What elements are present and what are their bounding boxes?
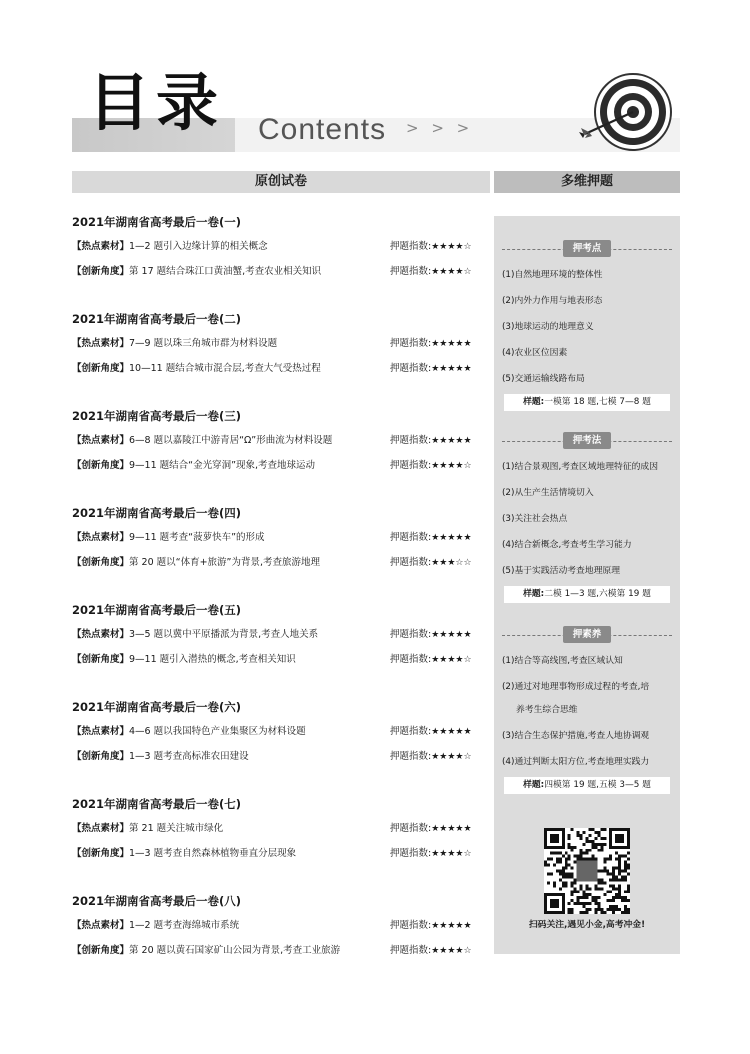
line-text: 7—9 题以珠三角城市群为材料设题 [129, 338, 278, 349]
prediction-index [390, 453, 492, 478]
line-text: 6—8 题以嘉陵江中游青居“Ω”形曲流为材料设题 [129, 435, 333, 446]
line-text: 4—6 题以我国特色产业集聚区为材料设题 [129, 726, 306, 737]
prediction-index [390, 647, 492, 672]
line-tag: 【热点素材】 [72, 726, 130, 737]
index-label: 押题指数: [390, 629, 432, 640]
index-label: 押题指数: [390, 532, 432, 543]
volume-line [72, 913, 492, 938]
section-item: (1)自然地理环境的整体性 [502, 270, 603, 280]
star-rating: ★★★★☆ [431, 242, 472, 252]
line-text: 第 21 题关注城市绿化 [129, 823, 224, 834]
prediction-index [390, 550, 492, 575]
volume-title: 2021年湖南省高考最后一卷(八) [72, 894, 242, 908]
volume-line [72, 816, 492, 841]
line-description [72, 719, 390, 744]
line-text: 9—11 题结合“金光穿洞”现象,考查地球运动 [129, 460, 316, 471]
line-description [72, 744, 390, 769]
index-label: 押题指数: [390, 266, 432, 277]
prediction-index [390, 913, 492, 938]
prediction-index [390, 259, 492, 284]
line-tag: 【热点素材】 [72, 823, 130, 834]
line-tag: 【创新角度】 [72, 848, 130, 859]
volume-line [72, 234, 492, 259]
section-item: (5)交通运输线路布局 [502, 374, 585, 384]
volume-title: 2021年湖南省高考最后一卷(七) [72, 797, 242, 811]
section-item: (5)基于实践活动考查地理原理 [502, 566, 621, 576]
index-label: 押题指数: [390, 460, 432, 471]
section-literacy [494, 626, 680, 794]
prediction-index [390, 525, 492, 550]
index-label: 押题指数: [390, 557, 432, 568]
sample-label: 样题: [523, 589, 545, 599]
index-label: 押题指数: [390, 241, 432, 252]
line-text: 3—5 题以冀中平原播派为背景,考查人地关系 [129, 629, 319, 640]
line-tag: 【热点素材】 [72, 920, 130, 931]
star-rating: ★★★★★ [431, 824, 472, 834]
volume-title: 2021年湖南省高考最后一卷(三) [72, 409, 242, 423]
line-description [72, 913, 390, 938]
index-label: 押题指数: [390, 363, 432, 374]
sample-questions [504, 777, 670, 794]
section-item: (3)关注社会热点 [502, 514, 568, 524]
index-label: 押题指数: [390, 920, 432, 931]
sample-text: 四模第 19 题,五模 3—5 题 [544, 780, 651, 790]
prediction-index [390, 234, 492, 259]
volume-list [72, 210, 492, 986]
line-text: 1—2 题引入边缘计算的相关概念 [129, 241, 268, 252]
line-description [72, 647, 390, 672]
section-head [494, 626, 680, 644]
volume-entry [72, 889, 492, 986]
section-label: 押考法 [563, 432, 611, 449]
volume-line [72, 356, 492, 381]
sample-text: 一模第 18 题,七模 7—8 题 [544, 397, 651, 407]
line-tag: 【热点素材】 [72, 435, 130, 446]
volume-line [72, 428, 492, 453]
line-tag: 【热点素材】 [72, 629, 130, 640]
line-description [72, 938, 390, 963]
prediction-panel [494, 216, 680, 954]
line-text: 9—11 题考查“菠萝快车”的形成 [129, 532, 265, 543]
volume-title: 2021年湖南省高考最后一卷(四) [72, 506, 242, 520]
line-description [72, 841, 390, 866]
volume-title: 2021年湖南省高考最后一卷(六) [72, 700, 242, 714]
volume-line [72, 719, 492, 744]
line-text: 第 20 题以黄石国家矿山公园为背景,考查工业旅游 [129, 945, 341, 956]
star-rating: ★★★★★ [431, 436, 472, 446]
section-head [494, 240, 680, 258]
line-text: 9—11 题引入潜热的概念,考查相关知识 [129, 654, 296, 665]
line-description [72, 816, 390, 841]
section-item: (1)结合景观图,考查区域地理特征的成因 [502, 462, 659, 472]
index-label: 押题指数: [390, 338, 432, 349]
prediction-index [390, 938, 492, 963]
index-label: 押题指数: [390, 726, 432, 737]
line-description [72, 525, 390, 550]
volume-line [72, 744, 492, 769]
star-rating: ★★★★☆ [431, 849, 472, 859]
line-text: 10—11 题结合城市混合层,考查大气受热过程 [129, 363, 321, 374]
index-label: 押题指数: [390, 848, 432, 859]
sample-questions [504, 586, 670, 603]
line-tag: 【创新角度】 [72, 557, 130, 568]
line-description [72, 259, 390, 284]
star-rating: ★★★☆☆ [431, 558, 472, 568]
volume-title: 2021年湖南省高考最后一卷(二) [72, 312, 242, 326]
line-description [72, 234, 390, 259]
column-head-original: 原创试卷 [72, 171, 490, 193]
star-rating: ★★★★★ [431, 364, 472, 374]
volume-line [72, 938, 492, 963]
index-label: 押题指数: [390, 751, 432, 762]
volume-line [72, 259, 492, 284]
volume-entry [72, 404, 492, 501]
star-rating: ★★★★★ [431, 727, 472, 737]
column-head-prediction: 多维押题 [494, 171, 680, 193]
section-label: 押考点 [563, 240, 611, 257]
volume-line [72, 331, 492, 356]
line-tag: 【创新角度】 [72, 460, 130, 471]
volume-entry [72, 598, 492, 695]
star-rating: ★★★★☆ [431, 752, 472, 762]
qr-code-icon[interactable] [544, 828, 630, 914]
volume-title: 2021年湖南省高考最后一卷(一) [72, 215, 242, 229]
prediction-index [390, 744, 492, 769]
qr-caption: 扫码关注,遇见小金,高考冲金! [528, 920, 646, 930]
prediction-index [390, 331, 492, 356]
page-title-english: Contents [258, 113, 387, 146]
line-tag: 【热点素材】 [72, 241, 130, 252]
section-exam-methods [494, 432, 680, 603]
section-item: (4)农业区位因素 [502, 348, 568, 358]
line-text: 1—3 题考查高标准农田建设 [129, 751, 249, 762]
index-label: 押题指数: [390, 654, 432, 665]
index-label: 押题指数: [390, 823, 432, 834]
volume-line [72, 525, 492, 550]
line-tag: 【创新角度】 [72, 266, 130, 277]
index-label: 押题指数: [390, 945, 432, 956]
star-rating: ★★★★☆ [431, 461, 472, 471]
section-item: (4)通过判断太阳方位,考查地理实践力 [502, 757, 650, 767]
line-tag: 【创新角度】 [72, 945, 130, 956]
sample-label: 样题: [523, 397, 545, 407]
prediction-index [390, 816, 492, 841]
volume-title: 2021年湖南省高考最后一卷(五) [72, 603, 242, 617]
sample-text: 二模 1—3 题,六模第 19 题 [544, 589, 651, 599]
prediction-index [390, 428, 492, 453]
line-description [72, 428, 390, 453]
page-title: 目录 [88, 66, 225, 139]
volume-line [72, 550, 492, 575]
line-text: 第 20 题以“体育+旅游”为背景,考查旅游地理 [129, 557, 320, 568]
section-item: (2)从生产生活情境切入 [502, 488, 594, 498]
volume-entry [72, 695, 492, 792]
volume-entry [72, 307, 492, 404]
section-item: 养考生综合思维 [516, 705, 578, 715]
star-rating: ★★★★☆ [431, 946, 472, 956]
section-item: (1)结合等高线图,考查区域认知 [502, 656, 623, 666]
volume-entry [72, 501, 492, 598]
section-item: (4)结合新概念,考查考生学习能力 [502, 540, 632, 550]
star-rating: ★★★★★ [431, 533, 472, 543]
volume-entry [72, 792, 492, 889]
star-rating: ★★★★☆ [431, 267, 472, 277]
section-item: (3)地球运动的地理意义 [502, 322, 594, 332]
star-rating: ★★★★★ [431, 921, 472, 931]
volume-line [72, 841, 492, 866]
sample-label: 样题: [523, 780, 545, 790]
star-rating: ★★★★☆ [431, 655, 472, 665]
prediction-index [390, 356, 492, 381]
line-tag: 【热点素材】 [72, 532, 130, 543]
line-text: 1—2 题考查海绵城市系统 [129, 920, 240, 931]
section-item: (2)通过对地理事物形成过程的考查,培 [502, 682, 650, 692]
line-tag: 【创新角度】 [72, 363, 130, 374]
line-description [72, 453, 390, 478]
line-description [72, 622, 390, 647]
section-item: (3)结合生态保护措施,考查人地协调观 [502, 731, 650, 741]
line-description [72, 331, 390, 356]
line-tag: 【热点素材】 [72, 338, 130, 349]
prediction-index [390, 622, 492, 647]
prediction-index [390, 719, 492, 744]
volume-line [72, 647, 492, 672]
line-tag: 【创新角度】 [72, 654, 130, 665]
section-label: 押素养 [563, 626, 611, 643]
section-exam-points [494, 240, 680, 411]
line-description [72, 550, 390, 575]
index-label: 押题指数: [390, 435, 432, 446]
sample-questions [504, 394, 670, 411]
volume-line [72, 453, 492, 478]
volume-entry [72, 210, 492, 307]
line-text: 第 17 题结合珠江口黄油蟹,考查农业相关知识 [129, 266, 322, 277]
title-arrows: > > > [406, 119, 474, 137]
star-rating: ★★★★★ [431, 339, 472, 349]
line-text: 1—3 题考查自然森林植物垂直分层现象 [129, 848, 297, 859]
line-tag: 【创新角度】 [72, 751, 130, 762]
star-rating: ★★★★★ [431, 630, 472, 640]
target-icon [575, 72, 675, 172]
volume-line [72, 622, 492, 647]
prediction-index [390, 841, 492, 866]
line-description [72, 356, 390, 381]
section-head [494, 432, 680, 450]
section-item: (2)内外力作用与地表形态 [502, 296, 603, 306]
